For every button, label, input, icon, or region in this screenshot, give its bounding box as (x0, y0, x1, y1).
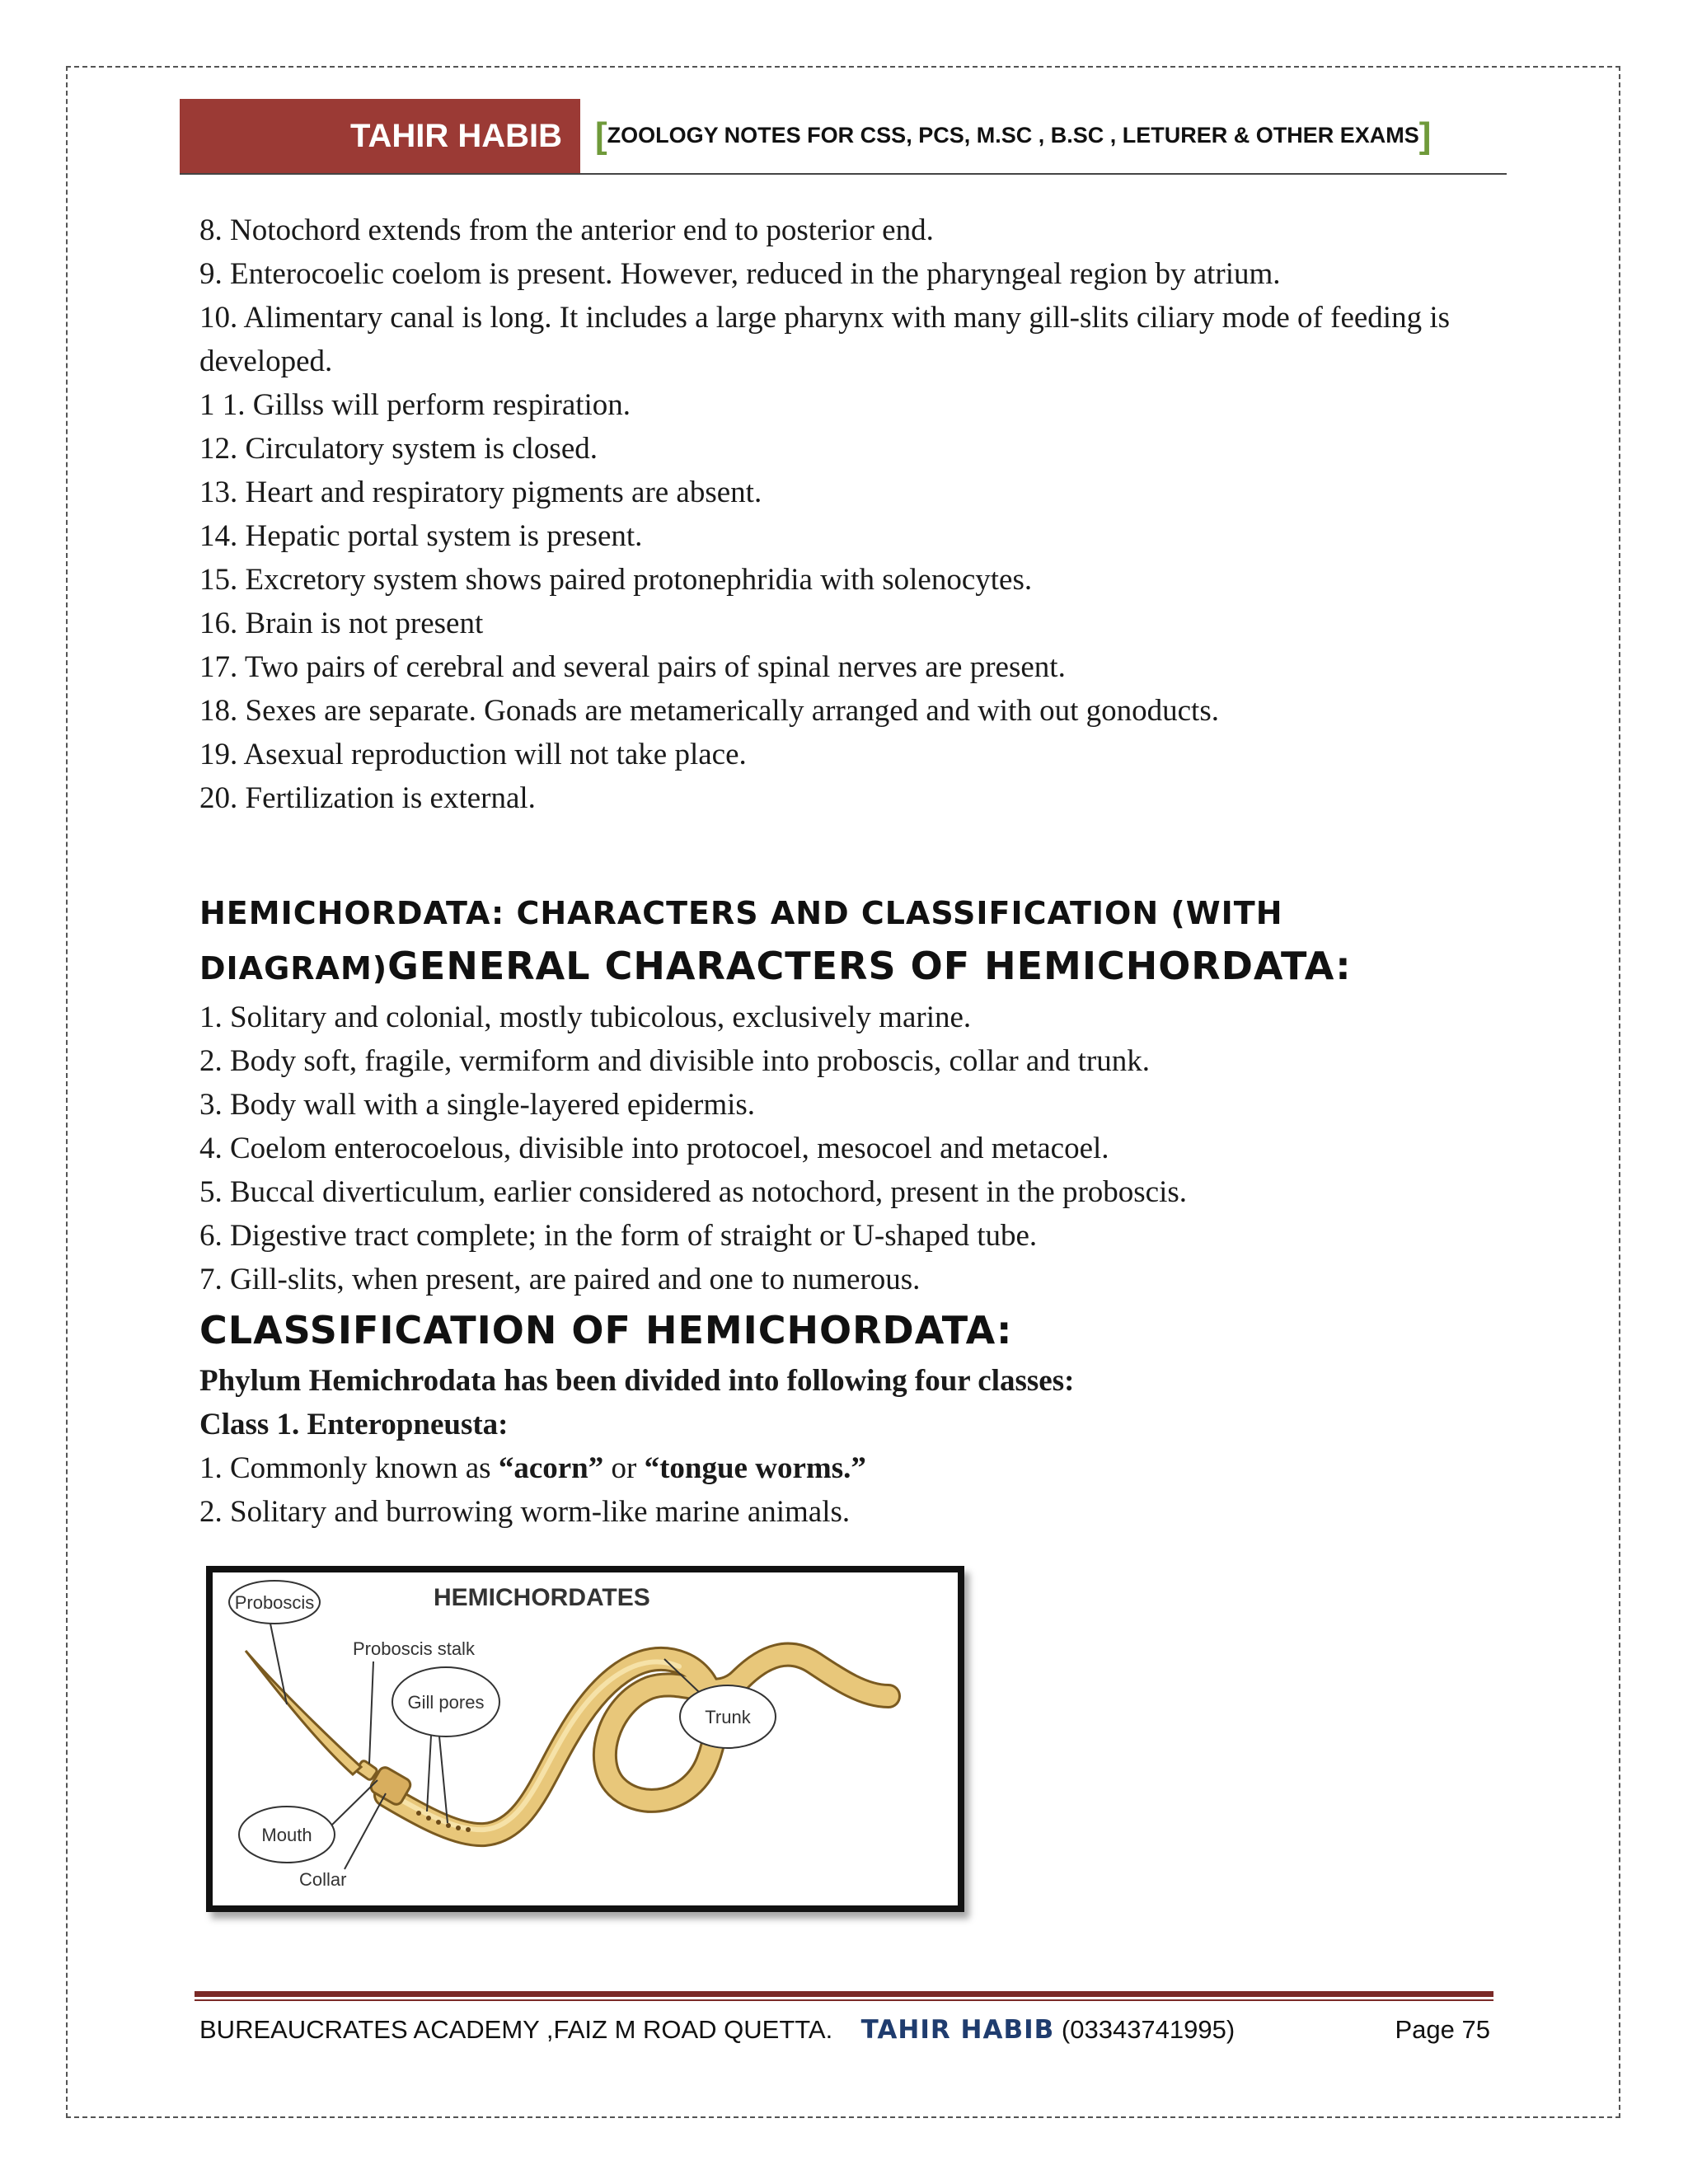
list-item: 16. Brain is not present (199, 607, 484, 640)
header-subtitle-text: ZOOLOGY NOTES FOR CSS, PCS, M.SC , B.SC , LETURER & OTHER EXAMS (607, 123, 1419, 148)
classification-heading: CLASSIFICATION OF HEMICHORDATA: (199, 1308, 1013, 1352)
list-item: 2. Solitary and burrowing worm-like marine animals. (199, 1495, 851, 1529)
list-item: 9. Enterocoelic coelom is present. However, reduced in the pharyngeal region by atrium. (199, 257, 1281, 291)
gill-pores-leader-2 (439, 1736, 448, 1823)
list-item: 14. Hepatic portal system is present. (199, 519, 643, 553)
collar-leader (345, 1793, 386, 1869)
footer-phone: (03343741995) (1061, 2015, 1236, 2044)
label-proboscis: Proboscis (234, 1592, 315, 1613)
list-item: 20. Fertilization is external. (199, 781, 536, 815)
list-item: 19. Asexual reproduction will not take place. (199, 738, 747, 771)
footer-divider-thin (195, 1999, 1493, 2001)
class-title: Class 1. Enteropneusta: (199, 1408, 509, 1441)
bracket-open: [ (595, 115, 607, 156)
heading-diagram-text: DIAGRAM) (199, 950, 388, 987)
page-number: Page 75 (1395, 2015, 1490, 2044)
list-item: 6. Digestive tract complete; in the form of straight or U-shaped tube. (199, 1219, 1038, 1253)
list-item: 8. Notochord extends from the anterior end to posterior end. (199, 213, 934, 247)
characters-list-continued (199, 209, 1452, 820)
diagram-figure (213, 1572, 958, 1905)
term-acorn: “acorn” (498, 1451, 604, 1485)
list-item: 13. Heart and respiratory pigments are absent. (199, 476, 762, 509)
hemichordata-section (199, 887, 1452, 1534)
section-heading: HEMICHORDATA: CHARACTERS AND CLASSIFICATION (WITH (199, 895, 1283, 931)
list-item: 18. Sexes are separate. Gonads are metamerically arranged and with out gonoducts. (199, 694, 1219, 728)
list-item: 17. Two pairs of cerebral and several pairs of spinal nerves are present. (199, 650, 1066, 684)
hemichordate-diagram (206, 1566, 964, 1912)
list-item: 1. Solitary and colonial, mostly tubicolous, exclusively marine. (199, 1001, 972, 1034)
list-item: 2. Body soft, fragile, vermiform and divisible into proboscis, collar and trunk. (199, 1044, 1150, 1078)
label-mouth: Mouth (261, 1825, 312, 1845)
list-item-middle: or (603, 1451, 645, 1485)
list-item: 7. Gill-slits, when present, are paired and one to numerous. (199, 1263, 921, 1296)
label-collar: Collar (299, 1869, 347, 1890)
proboscis-shape (246, 1651, 361, 1774)
footer-academy: BUREAUCRATES ACADEMY ,FAIZ M ROAD QUETTA. (199, 2015, 833, 2044)
classes-intro: Phylum Hemichrodata has been divided into following four classes: (199, 1364, 1075, 1398)
label-trunk: Trunk (705, 1707, 751, 1727)
term-tongue-worms: “tongue worms.” (644, 1451, 866, 1485)
list-item: 4. Coelom enterocoelous, divisible into protocoel, mesocoel and metacoel. (199, 1132, 1109, 1165)
label-proboscis-stalk: Proboscis stalk (353, 1638, 475, 1659)
mouth-leader (332, 1780, 377, 1825)
page-header (180, 99, 1507, 173)
footer-author: TAHIR HABIB (860, 2015, 1055, 2045)
bracket-close: ] (1418, 115, 1432, 156)
header-subtitle (595, 115, 1431, 157)
worm-body (246, 1651, 889, 1835)
list-item-prefix: 1. Commonly known as (199, 1451, 499, 1485)
header-author: TAHIR HABIB (180, 99, 580, 173)
list-item: 15. Excretory system shows paired protonephridia with solenocytes. (199, 563, 1033, 597)
page-footer (199, 2015, 1490, 2045)
general-characters-heading: GENERAL CHARACTERS OF HEMICHORDATA: (387, 944, 1352, 988)
list-item: 12. Circulatory system is closed. (199, 432, 598, 466)
list-item: 1 1. Gillss will perform respiration. (199, 388, 631, 422)
diagram-title: HEMICHORDATES (434, 1584, 650, 1611)
list-item: 5. Buccal diverticulum, earlier considered as notochord, present in the proboscis. (199, 1175, 1188, 1209)
section-heading-continued (199, 940, 1452, 996)
gill-pores-leader-1 (427, 1736, 431, 1811)
footer-divider-thick (195, 1991, 1493, 1997)
label-gill-pores: Gill pores (407, 1692, 485, 1713)
list-item (199, 1446, 1452, 1490)
list-item: 3. Body wall with a single-layered epidermis. (199, 1088, 756, 1122)
list-item: 10. Alimentary canal is long. It includes a large pharynx with many gill-slits ciliary mode of feeding is developed. (199, 301, 1450, 378)
proboscis-stalk-leader (369, 1661, 373, 1764)
header-divider (180, 173, 1507, 175)
